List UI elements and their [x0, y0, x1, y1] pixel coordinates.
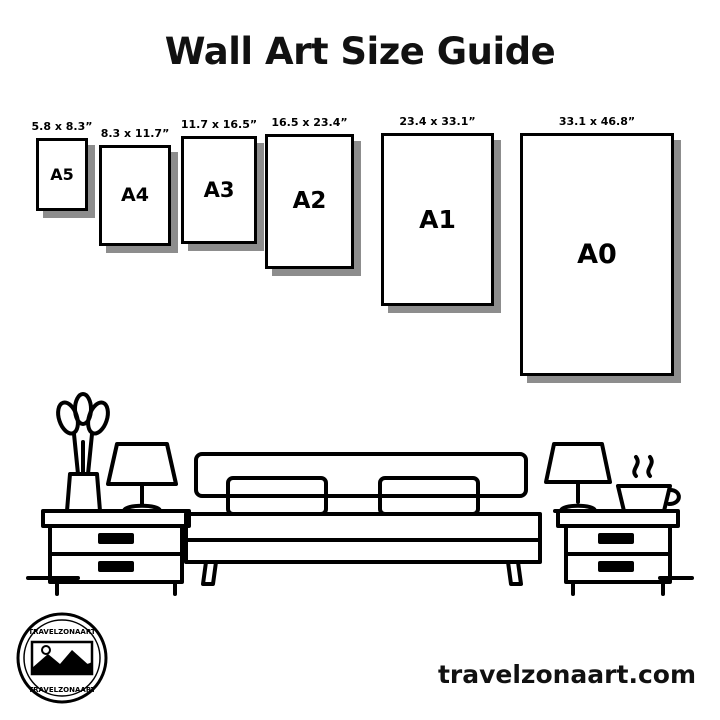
frame-size-label: A3 [203, 177, 235, 202]
right-table-lamp [546, 444, 610, 511]
frame-size-label: A5 [50, 164, 74, 184]
frame-size-label: A2 [292, 188, 327, 214]
logo-text-bottom: TRAVELZONAART [28, 686, 96, 694]
frame-dimension-label: 33.1 x 46.8” [558, 115, 636, 128]
frame-a4[interactable] [99, 145, 171, 246]
frame-dimension-label: 16.5 x 23.4” [271, 116, 348, 129]
frame-box [181, 136, 257, 244]
bedroom-illustration [0, 372, 720, 602]
frame-size-label: A0 [577, 239, 617, 270]
frame-a0[interactable] [520, 133, 674, 376]
frame-a3[interactable] [181, 136, 257, 244]
left-nightstand [43, 511, 189, 594]
frame-box [265, 134, 354, 269]
frame-size-label: A1 [419, 205, 456, 234]
frame-size-label: A4 [121, 184, 149, 206]
frame-box [99, 145, 171, 246]
flower-vase [54, 394, 111, 511]
frame-dimension-label: 11.7 x 16.5” [180, 118, 258, 131]
brand-logo-svg [16, 612, 108, 704]
frame-dimension-label: 5.8 x 8.3” [31, 120, 93, 133]
left-table-lamp [108, 444, 176, 511]
bed [186, 454, 540, 584]
frame-a5[interactable] [36, 138, 88, 211]
frame-box [36, 138, 88, 211]
frame-a1[interactable] [381, 133, 494, 306]
frame-dimension-label: 8.3 x 11.7” [100, 127, 170, 140]
frame-dimension-label: 23.4 x 33.1” [399, 115, 476, 128]
logo-text-top: TRAVELZONAART [28, 628, 96, 636]
frame-box [520, 133, 674, 376]
brand-logo [16, 612, 108, 704]
coffee-cup [618, 457, 679, 511]
frame-a2[interactable] [265, 134, 354, 269]
website-url: travelzonaart.com [437, 660, 696, 689]
bedroom-svg [0, 372, 720, 602]
page-title: Wall Art Size Guide [164, 30, 556, 73]
right-nightstand [558, 511, 678, 594]
frame-box [381, 133, 494, 306]
